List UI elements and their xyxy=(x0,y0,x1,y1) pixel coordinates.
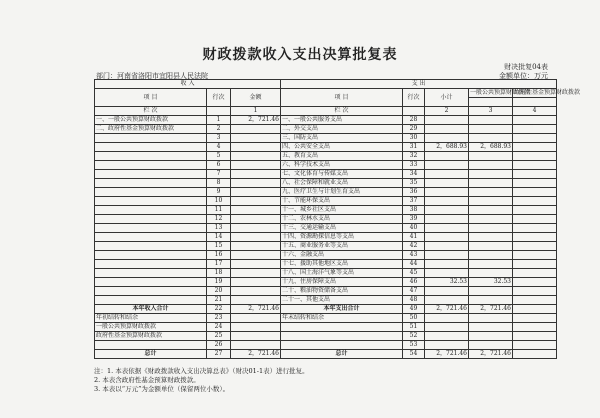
expend-item-cell: 年末结转和结余 xyxy=(281,314,403,323)
expend-rowno-cell: 40 xyxy=(403,224,425,233)
income-rowno-cell: 2 xyxy=(207,125,231,134)
col-no-4: 4 xyxy=(513,107,557,116)
income-item-header: 项 目 xyxy=(95,89,207,107)
income-item-cell xyxy=(95,251,207,260)
income-item-cell: 本年收入合计 xyxy=(95,305,207,314)
fund-budget-cell xyxy=(513,314,557,323)
income-rowno-cell: 16 xyxy=(207,251,231,260)
income-amount-cell xyxy=(231,206,281,215)
expend-rowno-cell: 46 xyxy=(403,278,425,287)
fund-budget-cell xyxy=(513,242,557,251)
income-rowno-cell: 4 xyxy=(207,143,231,152)
income-rowno-cell: 21 xyxy=(207,296,231,305)
subtotal-cell xyxy=(425,233,469,242)
income-rowno-cell: 7 xyxy=(207,170,231,179)
table-row xyxy=(95,278,557,287)
income-item-cell: 政府性基金预算财政拨款 xyxy=(95,332,207,341)
income-rowno-header: 行次 xyxy=(207,89,231,107)
income-item-cell xyxy=(95,134,207,143)
fund-budget-cell xyxy=(513,224,557,233)
fund-budget-cell xyxy=(513,152,557,161)
income-rowno-cell: 5 xyxy=(207,152,231,161)
subtotal-cell xyxy=(425,215,469,224)
expend-item-cell xyxy=(281,332,403,341)
income-amount-cell xyxy=(231,170,281,179)
fund-budget-cell xyxy=(513,251,557,260)
income-item-cell xyxy=(95,143,207,152)
subtotal-cell xyxy=(425,134,469,143)
table-row xyxy=(95,341,557,350)
table-row xyxy=(95,314,557,323)
income-rowno-cell: 25 xyxy=(207,332,231,341)
amount-unit: 金额单位：万元 xyxy=(499,72,548,80)
income-item-cell xyxy=(95,242,207,251)
subtotal-cell xyxy=(425,314,469,323)
expend-rowno-cell: 47 xyxy=(403,287,425,296)
table-row xyxy=(95,260,557,269)
income-amount-cell xyxy=(231,233,281,242)
fund-budget-cell xyxy=(513,332,557,341)
general-budget-cell xyxy=(469,206,513,215)
subtotal-header: 小计 xyxy=(425,89,469,107)
expend-rowno-cell: 50 xyxy=(403,314,425,323)
income-amount-cell xyxy=(231,224,281,233)
table-row xyxy=(95,170,557,179)
table-row xyxy=(95,179,557,188)
income-item-cell xyxy=(95,278,207,287)
expend-rowno-cell: 38 xyxy=(403,206,425,215)
table-row xyxy=(95,251,557,260)
income-header: 收 入 xyxy=(95,80,281,89)
col-no-3: 3 xyxy=(469,107,513,116)
general-budget-cell xyxy=(469,197,513,206)
income-amount-cell xyxy=(231,251,281,260)
general-budget-cell xyxy=(469,224,513,233)
income-amount-cell: 2，721.46 xyxy=(231,305,281,314)
income-item-cell: 总计 xyxy=(95,350,207,359)
general-budget-header-cont xyxy=(469,98,513,107)
subtotal-cell: 2，721.46 xyxy=(425,350,469,359)
expend-item-cell: 十四、资源勘探信息等支出 xyxy=(281,233,403,242)
income-amount-cell xyxy=(231,197,281,206)
income-item-cell xyxy=(95,215,207,224)
income-amount-cell xyxy=(231,215,281,224)
income-rowno-cell: 9 xyxy=(207,188,231,197)
expend-rowno-cell: 34 xyxy=(403,170,425,179)
expend-item-cell: 十六、金融支出 xyxy=(281,251,403,260)
expend-header: 支 出 xyxy=(281,80,557,89)
fund-budget-header-cont xyxy=(513,98,557,107)
income-amount-cell xyxy=(231,323,281,332)
general-budget-cell xyxy=(469,134,513,143)
expend-rowno-cell: 32 xyxy=(403,152,425,161)
subtotal-cell xyxy=(425,179,469,188)
fund-budget-cell xyxy=(513,134,557,143)
expend-item-cell: 七、文化体育与传媒支出 xyxy=(281,170,403,179)
general-budget-cell: 2，721.46 xyxy=(469,350,513,359)
income-amount-cell: 2，721.46 xyxy=(231,350,281,359)
general-budget-cell: 2，688.93 xyxy=(469,143,513,152)
expend-item-cell: 总计 xyxy=(281,350,403,359)
income-rowno-cell: 10 xyxy=(207,197,231,206)
expend-item-cell: 十三、交通运输支出 xyxy=(281,224,403,233)
expend-item-cell: 十、节能环保支出 xyxy=(281,197,403,206)
expend-item-cell: 十二、农林水支出 xyxy=(281,215,403,224)
general-budget-cell xyxy=(469,260,513,269)
fund-budget-cell xyxy=(513,125,557,134)
general-budget-cell: 32.53 xyxy=(469,278,513,287)
income-amount-cell xyxy=(231,332,281,341)
income-amount-cell xyxy=(231,278,281,287)
general-budget-cell xyxy=(469,170,513,179)
fund-budget-cell xyxy=(513,296,557,305)
expend-item-cell: 一、一般公共服务支出 xyxy=(281,116,403,125)
income-item-cell xyxy=(95,188,207,197)
income-item-cell xyxy=(95,206,207,215)
table-row xyxy=(95,143,557,152)
table-row xyxy=(95,305,557,314)
fund-budget-cell xyxy=(513,287,557,296)
table-row xyxy=(95,323,557,332)
subtotal-cell xyxy=(425,116,469,125)
col-no-2: 2 xyxy=(425,107,469,116)
general-budget-cell xyxy=(469,152,513,161)
lanci-label: 栏 次 xyxy=(95,107,207,116)
table-row xyxy=(95,125,557,134)
general-budget-cell xyxy=(469,323,513,332)
fund-budget-cell xyxy=(513,341,557,350)
table-row xyxy=(95,269,557,278)
income-item-cell xyxy=(95,341,207,350)
general-budget-cell xyxy=(469,188,513,197)
fund-budget-cell xyxy=(513,170,557,179)
income-item-cell xyxy=(95,233,207,242)
table-row xyxy=(95,215,557,224)
table-row xyxy=(95,188,557,197)
subtotal-cell xyxy=(425,125,469,134)
footnotes xyxy=(94,367,309,394)
expend-item-cell: 二、外交支出 xyxy=(281,125,403,134)
table-row xyxy=(95,224,557,233)
general-budget-cell xyxy=(469,125,513,134)
fund-budget-cell xyxy=(513,161,557,170)
income-rowno-cell: 27 xyxy=(207,350,231,359)
subtotal-cell xyxy=(425,242,469,251)
general-budget-cell xyxy=(469,233,513,242)
department-label: 部门：河南省洛阳市宜阳县人民法院 xyxy=(96,72,208,80)
expend-rowno-cell: 49 xyxy=(403,305,425,314)
fund-budget-cell xyxy=(513,206,557,215)
income-rowno-cell: 17 xyxy=(207,260,231,269)
income-rowno-cell: 18 xyxy=(207,269,231,278)
subtotal-cell: 2，688.93 xyxy=(425,143,469,152)
fund-budget-cell xyxy=(513,179,557,188)
expend-item-cell: 六、科学技术支出 xyxy=(281,161,403,170)
income-item-cell xyxy=(95,287,207,296)
lanci-blank-2 xyxy=(403,107,425,116)
income-rowno-cell: 8 xyxy=(207,179,231,188)
table-row xyxy=(95,161,557,170)
expend-item-cell xyxy=(281,323,403,332)
expend-rowno-cell: 44 xyxy=(403,260,425,269)
expend-item-cell: 九、医疗卫生与计划生育支出 xyxy=(281,188,403,197)
general-budget-cell xyxy=(469,251,513,260)
subtotal-cell xyxy=(425,251,469,260)
income-item-cell xyxy=(95,269,207,278)
expend-item-cell: 十一、城乡社区支出 xyxy=(281,206,403,215)
income-amount-cell xyxy=(231,161,281,170)
expend-rowno-cell: 29 xyxy=(403,125,425,134)
income-rowno-cell: 19 xyxy=(207,278,231,287)
fund-budget-cell xyxy=(513,233,557,242)
expend-rowno-cell: 48 xyxy=(403,296,425,305)
income-amount-cell xyxy=(231,188,281,197)
fund-budget-cell xyxy=(513,197,557,206)
income-rowno-cell: 12 xyxy=(207,215,231,224)
col-no-1: 1 xyxy=(231,107,281,116)
income-rowno-cell: 13 xyxy=(207,224,231,233)
fund-budget-cell xyxy=(513,116,557,125)
income-item-cell xyxy=(95,296,207,305)
expend-item-cell: 三、国防支出 xyxy=(281,134,403,143)
expend-item-cell: 十九、住房保障支出 xyxy=(281,278,403,287)
general-budget-cell xyxy=(469,242,513,251)
expend-rowno-cell: 28 xyxy=(403,116,425,125)
fund-budget-cell xyxy=(513,269,557,278)
expend-rowno-cell: 43 xyxy=(403,251,425,260)
table-row xyxy=(95,296,557,305)
expend-rowno-cell: 36 xyxy=(403,188,425,197)
table-row xyxy=(95,134,557,143)
income-rowno-cell: 23 xyxy=(207,314,231,323)
note-line: 2. 本表含政府性基金预算财政拨款。 xyxy=(94,376,200,384)
expend-rowno-cell: 54 xyxy=(403,350,425,359)
lanci-label-2: 栏 次 xyxy=(281,107,403,116)
expend-rowno-cell: 30 xyxy=(403,134,425,143)
subtotal-cell xyxy=(425,260,469,269)
expend-item-cell: 十七、援助其他地区支出 xyxy=(281,260,403,269)
expend-item-cell: 五、教育支出 xyxy=(281,152,403,161)
expend-item-cell: 八、社会保障和就业支出 xyxy=(281,179,403,188)
expend-rowno-cell: 45 xyxy=(403,269,425,278)
expend-rowno-cell: 35 xyxy=(403,179,425,188)
income-amount-cell xyxy=(231,287,281,296)
fund-budget-header: 政府性基金预算财政拨款 xyxy=(514,89,581,96)
income-amount-cell xyxy=(231,314,281,323)
table-row xyxy=(95,242,557,251)
income-rowno-cell: 15 xyxy=(207,242,231,251)
subtotal-cell xyxy=(425,188,469,197)
general-budget-cell xyxy=(469,341,513,350)
subtotal-cell xyxy=(425,323,469,332)
expend-rowno-cell: 52 xyxy=(403,332,425,341)
subtotal-cell xyxy=(425,152,469,161)
general-budget-cell xyxy=(469,161,513,170)
general-budget-cell xyxy=(469,269,513,278)
income-amount-cell xyxy=(231,143,281,152)
fund-budget-cell xyxy=(513,278,557,287)
income-item-cell xyxy=(95,179,207,188)
expend-item-cell: 本年支出合计 xyxy=(281,305,403,314)
form-number: 财决批复04表 xyxy=(504,63,548,71)
expend-rowno-cell: 41 xyxy=(403,233,425,242)
expend-rowno-cell: 31 xyxy=(403,143,425,152)
income-rowno-cell: 22 xyxy=(207,305,231,314)
expend-rowno-cell: 37 xyxy=(403,197,425,206)
table-row xyxy=(95,206,557,215)
fund-budget-cell xyxy=(513,305,557,314)
page-title: 财政拨款收入支出决算批复表 xyxy=(202,47,398,63)
expend-item-cell xyxy=(281,341,403,350)
table-row xyxy=(95,332,557,341)
income-amount-cell xyxy=(231,260,281,269)
income-rowno-cell: 24 xyxy=(207,323,231,332)
income-rowno-cell: 1 xyxy=(207,116,231,125)
income-item-cell: 二、政府性基金预算财政拨款 xyxy=(95,125,207,134)
expend-item-header: 项 目 xyxy=(281,89,403,107)
income-item-cell xyxy=(95,224,207,233)
expend-item-cell: 十八、国土海洋气象等支出 xyxy=(281,269,403,278)
subtotal-cell: 2，721.46 xyxy=(425,305,469,314)
income-amount-cell xyxy=(231,125,281,134)
income-rowno-cell: 26 xyxy=(207,341,231,350)
income-amount-cell xyxy=(231,269,281,278)
income-amount-cell: 2，721.46 xyxy=(231,116,281,125)
table-row xyxy=(95,116,557,125)
subtotal-cell xyxy=(425,224,469,233)
subtotal-cell xyxy=(425,341,469,350)
general-budget-cell xyxy=(469,287,513,296)
general-budget-cell xyxy=(469,296,513,305)
table-row xyxy=(95,152,557,161)
fund-budget-cell xyxy=(513,350,557,359)
expend-item-cell: 二十、粮油物资储备支出 xyxy=(281,287,403,296)
note-line: 3. 本表以“万元”为金额单位（保留两位小数）。 xyxy=(94,385,230,393)
income-rowno-cell: 20 xyxy=(207,287,231,296)
budget-table xyxy=(94,79,581,359)
expend-rowno-header: 行次 xyxy=(403,89,425,107)
general-budget-cell xyxy=(469,179,513,188)
income-item-cell xyxy=(95,260,207,269)
table-row xyxy=(95,233,557,242)
note-line: 注：1. 本表依据《财政拨款收入支出决算总表》（财决01-1表）进行批复。 xyxy=(94,367,309,375)
income-rowno-cell: 6 xyxy=(207,161,231,170)
income-item-cell: 一、一般公共预算财政拨款 xyxy=(95,116,207,125)
expend-item-cell: 四、公共安全支出 xyxy=(281,143,403,152)
general-budget-cell xyxy=(469,314,513,323)
expend-rowno-cell: 39 xyxy=(403,215,425,224)
general-budget-cell xyxy=(469,116,513,125)
subtotal-cell xyxy=(425,269,469,278)
fund-budget-cell xyxy=(513,188,557,197)
general-budget-cell xyxy=(469,215,513,224)
income-item-cell xyxy=(95,170,207,179)
subtotal-cell xyxy=(425,287,469,296)
expend-rowno-cell: 51 xyxy=(403,323,425,332)
income-rowno-cell: 14 xyxy=(207,233,231,242)
subtotal-cell xyxy=(425,206,469,215)
expend-item-cell: 十五、商业服务业等支出 xyxy=(281,242,403,251)
income-amount-cell xyxy=(231,152,281,161)
income-amount-cell xyxy=(231,341,281,350)
expend-rowno-cell: 33 xyxy=(403,161,425,170)
general-budget-cell: 2，721.46 xyxy=(469,305,513,314)
income-amount-header: 金额 xyxy=(231,89,281,107)
fund-budget-cell xyxy=(513,323,557,332)
expend-rowno-cell: 42 xyxy=(403,242,425,251)
general-budget-cell xyxy=(469,332,513,341)
subtotal-cell xyxy=(425,170,469,179)
income-item-cell xyxy=(95,197,207,206)
fund-budget-cell xyxy=(513,215,557,224)
income-item-cell xyxy=(95,152,207,161)
expend-item-cell: 二十一、其他支出 xyxy=(281,296,403,305)
fund-budget-cell xyxy=(513,143,557,152)
income-amount-cell xyxy=(231,134,281,143)
subtotal-cell xyxy=(425,296,469,305)
general-budget-header: 一般公共预算财政拨款 xyxy=(470,89,531,96)
expend-rowno-cell: 53 xyxy=(403,341,425,350)
income-amount-cell xyxy=(231,296,281,305)
subtotal-cell xyxy=(425,197,469,206)
income-rowno-cell: 11 xyxy=(207,206,231,215)
table-row xyxy=(95,350,557,359)
lanci-blank xyxy=(207,107,231,116)
income-amount-cell xyxy=(231,242,281,251)
income-amount-cell xyxy=(231,179,281,188)
fund-budget-cell xyxy=(513,260,557,269)
subtotal-cell xyxy=(425,161,469,170)
income-rowno-cell: 3 xyxy=(207,134,231,143)
table-row xyxy=(95,287,557,296)
income-item-cell xyxy=(95,161,207,170)
subtotal-cell: 32.53 xyxy=(425,278,469,287)
table-row xyxy=(95,197,557,206)
income-item-cell: 一般公共预算财政拨款 xyxy=(95,323,207,332)
income-item-cell: 年初结转和结余 xyxy=(95,314,207,323)
subtotal-cell xyxy=(425,332,469,341)
